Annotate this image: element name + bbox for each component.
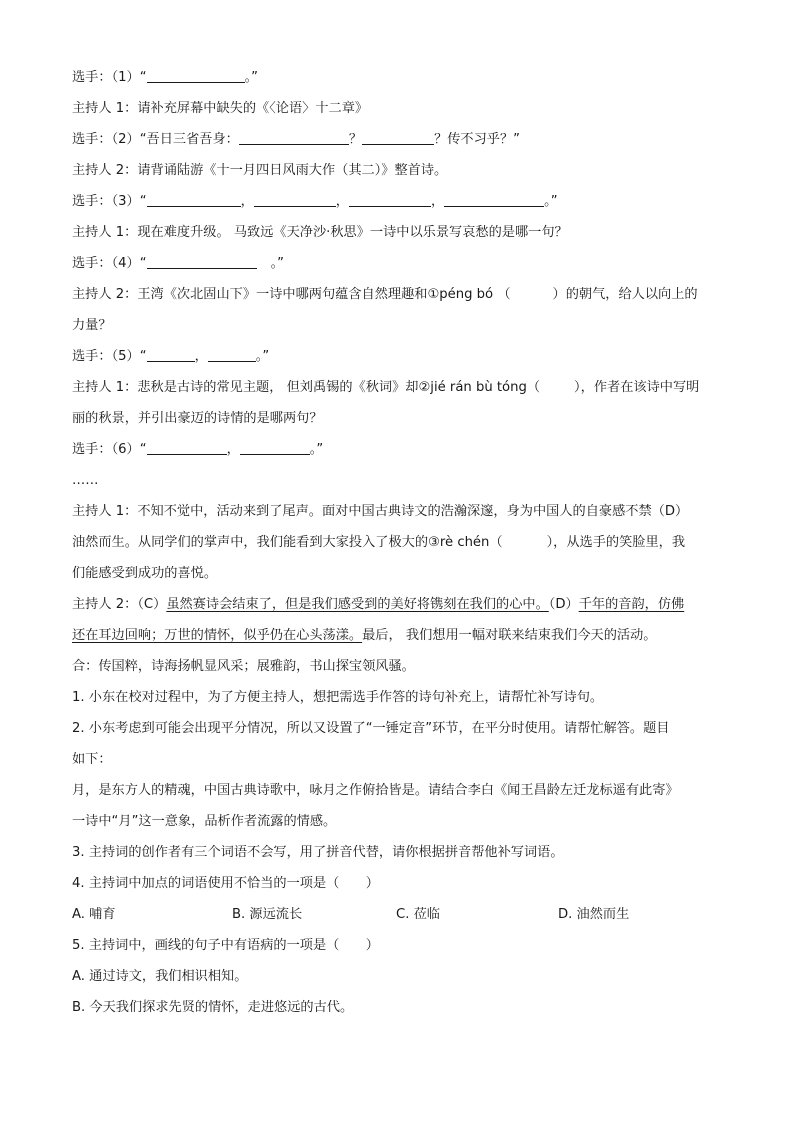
question-2: 2. 小东考虑到可能会出现平分情况，所以又设置了“一锤定音”环节，在平分时使用。请帮忙解答。题目 bbox=[72, 721, 670, 736]
text: 。” bbox=[309, 442, 324, 457]
text: ），作者在该诗中写明 bbox=[574, 380, 700, 395]
answer-blank[interactable] bbox=[147, 345, 195, 362]
answer-blank[interactable] bbox=[240, 438, 310, 455]
underlined-sentence: 虽然赛诗会结束了，但是我们感受到的美好将镌刻在我们的心中。 bbox=[166, 597, 549, 612]
answer-blank[interactable] bbox=[239, 128, 349, 145]
answer-line-4 bbox=[72, 248, 724, 279]
question-2-prompt-cont: 一诗中“月”这一意象，品析作者流露的情感。 bbox=[72, 814, 337, 829]
text: 选手：（2）“吾日三省吾身： bbox=[72, 132, 239, 147]
ellipsis: …… bbox=[72, 473, 99, 488]
text: 选手：（6）“ bbox=[72, 442, 147, 457]
question-5: 5. 主持词中，画线的句子中有语病的一项是（ ） bbox=[72, 938, 379, 953]
host-line bbox=[72, 372, 724, 403]
text: 选手：（3）“ bbox=[72, 194, 147, 209]
text: 油然而生。从同学们的掌声中，我们能看到大家投入了极大的③rè chén（ bbox=[72, 535, 503, 550]
question-1: 1. 小东在校对过程中，为了方便主持人，想把需选手作答的诗句补充上，请帮忙补写诗句。 bbox=[72, 690, 604, 705]
question-4-options bbox=[72, 899, 724, 930]
option-d[interactable]: D. 油然而生 bbox=[558, 907, 630, 922]
answer-blank[interactable] bbox=[444, 190, 544, 207]
underlined-sentence: 千年的音韵，仿佛 bbox=[578, 597, 685, 612]
answer-blank[interactable] bbox=[362, 128, 434, 145]
text: 最后， 我们想用一幅对联来结束我们今天的活动。 bbox=[362, 628, 657, 643]
text: ， bbox=[240, 194, 254, 209]
host-line: 主持人 1：请补充屏幕中缺失的《〈论语〉十二章》 bbox=[72, 101, 369, 116]
couplet-line: 合：传国粹，诗海扬帆显风采；展雅韵，书山探宝领风骚。 bbox=[72, 659, 415, 674]
question-4: 4. 主持词中加点的词语使用不恰当的一项是（ ） bbox=[72, 876, 379, 891]
text: 选手：（4）“ bbox=[72, 256, 147, 271]
text: ， bbox=[226, 442, 240, 457]
answer-blank[interactable] bbox=[349, 190, 431, 207]
text: 主持人 2：王湾《次北固山下》一诗中哪两句蕴含自然理趣和①péng bó （ bbox=[72, 287, 511, 302]
host-line: 主持人 2：请背诵陆游《十一月四日风雨大作（其二）》整首诗。 bbox=[72, 163, 448, 178]
answer-blank[interactable] bbox=[147, 438, 227, 455]
answer-blank[interactable] bbox=[147, 66, 245, 83]
answer-blank[interactable] bbox=[147, 190, 241, 207]
host-paragraph bbox=[72, 589, 724, 620]
host-paragraph-cont bbox=[72, 527, 724, 558]
option-c[interactable]: C. 莅临 bbox=[396, 907, 440, 922]
text: 主持人 2：（C） bbox=[72, 597, 167, 612]
text: 选手：（1）“ bbox=[72, 70, 147, 85]
text: 。” bbox=[270, 256, 284, 271]
host-line-cont: 丽的秋景，并引出豪迈的诗情的是哪两句？ bbox=[72, 411, 323, 426]
text: ， bbox=[194, 349, 208, 364]
answer-blank[interactable] bbox=[147, 252, 257, 269]
answer-blank[interactable] bbox=[208, 345, 256, 362]
document-page bbox=[72, 62, 724, 1023]
option-b[interactable]: B. 源远流长 bbox=[232, 907, 303, 922]
text: ， bbox=[335, 194, 349, 209]
host-line: 主持人 1：现在难度升级。 马致远《天净沙·秋思》一诗中以乐景写哀愁的是哪一句？ bbox=[72, 225, 568, 240]
question-5-option-a[interactable]: A. 通过诗文，我们相识相知。 bbox=[72, 969, 248, 984]
question-3: 3. 主持词的创作者有三个词语不会写，用了拼音代替，请你根据拼音帮他补写词语。 bbox=[72, 845, 564, 860]
answer-line-5 bbox=[72, 341, 724, 372]
text: ， bbox=[430, 194, 445, 209]
text: 。” bbox=[255, 349, 270, 364]
host-paragraph-cont: 们能感受到成功的喜悦。 bbox=[72, 566, 218, 581]
underlined-sentence: 还在耳边回响；万世的情怀，似乎仍在心头荡漾。 bbox=[72, 628, 363, 643]
text: （D） bbox=[548, 597, 579, 612]
text: ？传不习乎？” bbox=[434, 132, 521, 147]
answer-line-6 bbox=[72, 434, 724, 465]
question-2-cont: 如下： bbox=[72, 752, 112, 767]
host-paragraph: 主持人 1：不知不觉中，活动来到了尾声。面对中国古典诗文的浩瀚深邃，身为中国人的自豪感不禁（D） bbox=[72, 504, 689, 519]
text: 选手：（5）“ bbox=[72, 349, 147, 364]
option-a[interactable]: A. 哺育 bbox=[72, 907, 116, 922]
answer-line-3 bbox=[72, 186, 724, 217]
text: ），从选手的笑脸里，我 bbox=[546, 535, 686, 550]
text: 主持人 1：悲秋是古诗的常见主题， 但刘禹锡的《秋词》却②jié rán bù tóng（ bbox=[72, 380, 541, 395]
host-paragraph-cont bbox=[72, 620, 724, 651]
host-line-cont: 力量？ bbox=[72, 318, 112, 333]
answer-line-1 bbox=[72, 62, 724, 93]
text: ）的朝气，给人以向上的 bbox=[552, 287, 698, 302]
host-line bbox=[72, 279, 724, 310]
text: ？ bbox=[348, 132, 363, 147]
answer-blank[interactable] bbox=[254, 190, 336, 207]
question-5-option-b[interactable]: B. 今天我们探求先贤的情怀，走进悠远的古代。 bbox=[72, 1000, 354, 1015]
text: 。” bbox=[544, 194, 558, 209]
text: 。” bbox=[244, 70, 258, 85]
question-2-prompt: 月，是东方人的精魂，中国古典诗歌中，咏月之作俯拾皆是。请结合李白《闻王昌龄左迁龙标遥有此寄》 bbox=[72, 783, 679, 798]
answer-line-2 bbox=[72, 124, 724, 155]
